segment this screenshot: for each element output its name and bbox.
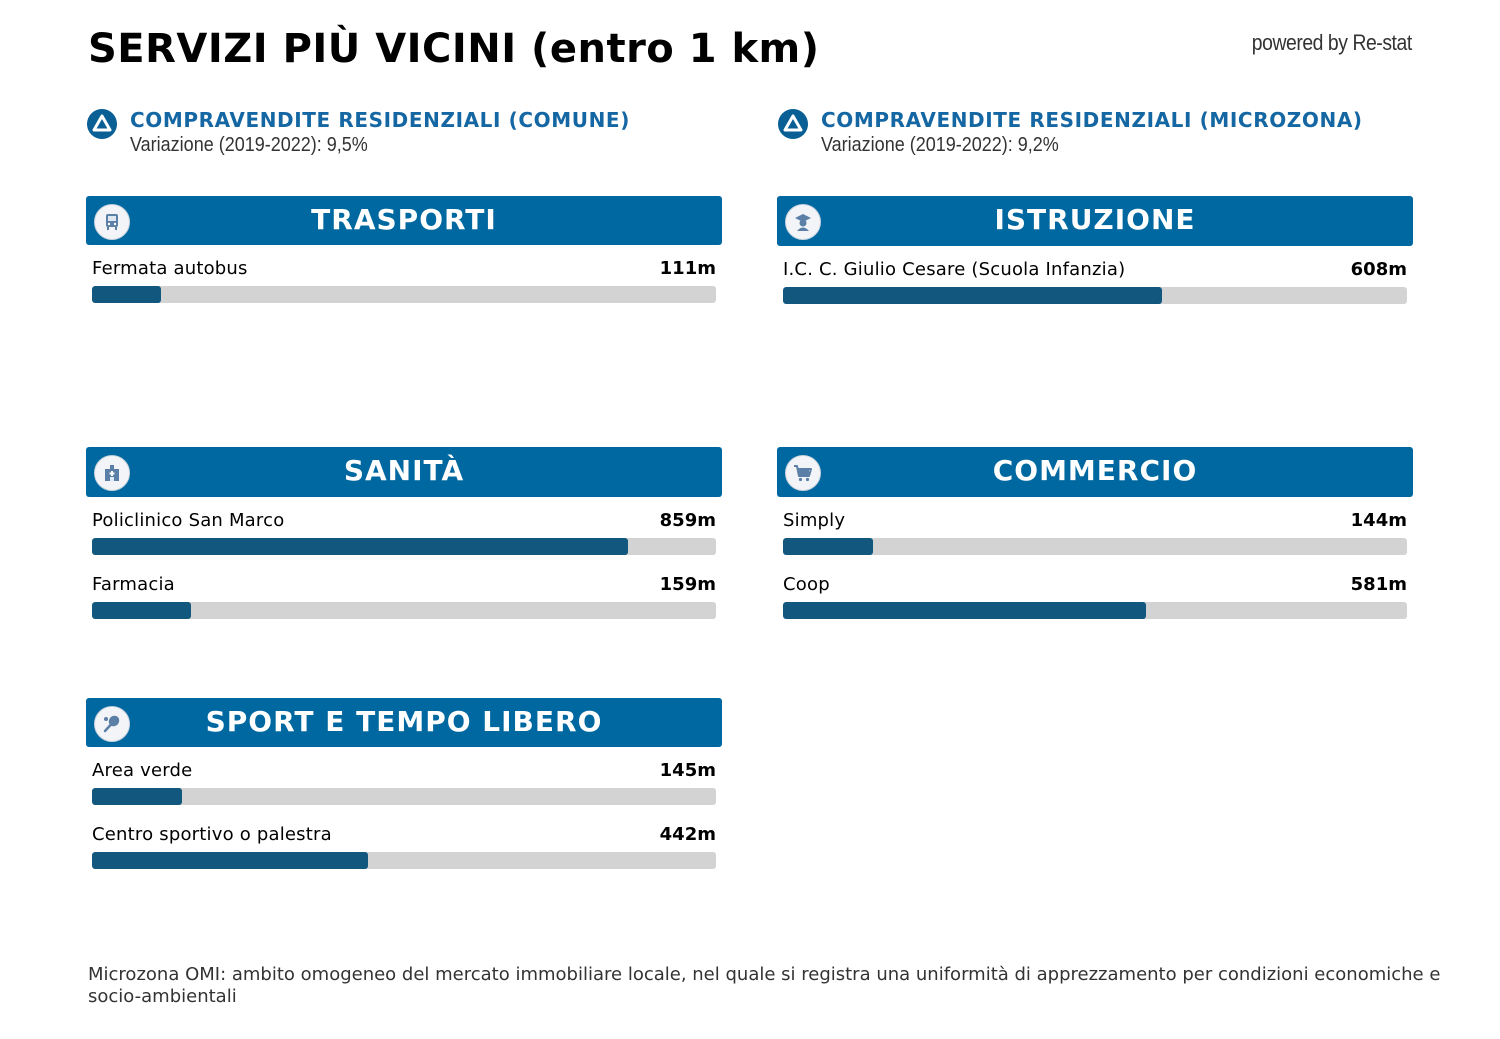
bar-item [777, 561, 1413, 625]
bar-label: Centro sportivo o palestra [92, 824, 332, 845]
bar-label: I.C. C. Giulio Cesare (Scuola Infanzia) [783, 259, 1126, 280]
bar [92, 852, 368, 869]
bar-label: Simply [783, 510, 846, 531]
section-header [86, 196, 722, 245]
section-commercio [777, 447, 1413, 625]
footnote: Microzona OMI: ambito omogeneo del mercato immobiliare locale, nel quale si registra una uniformità di apprezzamento per condizioni economiche e socio-ambientali [88, 964, 1441, 1007]
section-title: COMMERCIO [992, 454, 1198, 487]
bar [92, 538, 628, 555]
bar-value-label: 159m [659, 574, 716, 595]
bar-item [86, 245, 722, 309]
bar [92, 286, 161, 303]
section-sanita [86, 447, 722, 625]
bar [783, 602, 1146, 619]
triangle-up-icon [87, 109, 117, 139]
bar-value-label: 144m [1350, 510, 1407, 531]
bar-track [92, 788, 716, 805]
stat-subtitle: Variazione (2019-2022): 9,2% [821, 134, 1059, 156]
stat-title: COMPRAVENDITE RESIDENZIALI (MICROZONA) [821, 108, 1363, 132]
section-title: ISTRUZIONE [994, 203, 1196, 236]
section-header [777, 447, 1413, 497]
bar-label: Coop [783, 574, 830, 595]
bar-item [86, 561, 722, 625]
section-header [86, 447, 722, 497]
bar-item [777, 497, 1413, 561]
bar-value-label: 145m [659, 760, 716, 781]
bar-item [86, 497, 722, 561]
section-header [86, 698, 722, 747]
bar-track [92, 852, 716, 869]
section-sport [86, 698, 722, 875]
bar-label: Farmacia [92, 574, 175, 595]
section-header [777, 196, 1413, 246]
bar-track [783, 602, 1407, 619]
bar [783, 287, 1162, 304]
bar [92, 602, 191, 619]
bar-item [777, 246, 1413, 310]
section-title: TRASPORTI [311, 203, 497, 236]
bar-track [783, 287, 1407, 304]
bar-label: Area verde [92, 760, 193, 781]
stat-title: COMPRAVENDITE RESIDENZIALI (COMUNE) [130, 108, 630, 132]
bar-label: Fermata autobus [92, 258, 248, 279]
bar-track [92, 602, 716, 619]
bar-item [86, 747, 722, 811]
bar-track [783, 538, 1407, 555]
section-trasporti [86, 196, 722, 309]
bar [92, 788, 182, 805]
bar-label: Policlinico San Marco [92, 510, 285, 531]
bar-value-label: 581m [1350, 574, 1407, 595]
section-title: SPORT E TEMPO LIBERO [205, 705, 603, 738]
stat-subtitle: Variazione (2019-2022): 9,5% [130, 134, 368, 156]
bar-value-label: 111m [659, 258, 716, 279]
triangle-up-icon [778, 109, 808, 139]
bar-item [86, 811, 722, 875]
bar-value-label: 442m [659, 824, 716, 845]
powered-by-logo: powered by Re-stat [1252, 30, 1412, 55]
bar [783, 538, 873, 555]
section-istruzione [777, 196, 1413, 310]
bar-track [92, 286, 716, 303]
page-title: SERVIZI PIÙ VICINI (entro 1 km) [88, 26, 820, 72]
bar-value-label: 859m [659, 510, 716, 531]
section-title: SANITÀ [343, 454, 465, 487]
bar-track [92, 538, 716, 555]
bar-value-label: 608m [1350, 259, 1407, 280]
